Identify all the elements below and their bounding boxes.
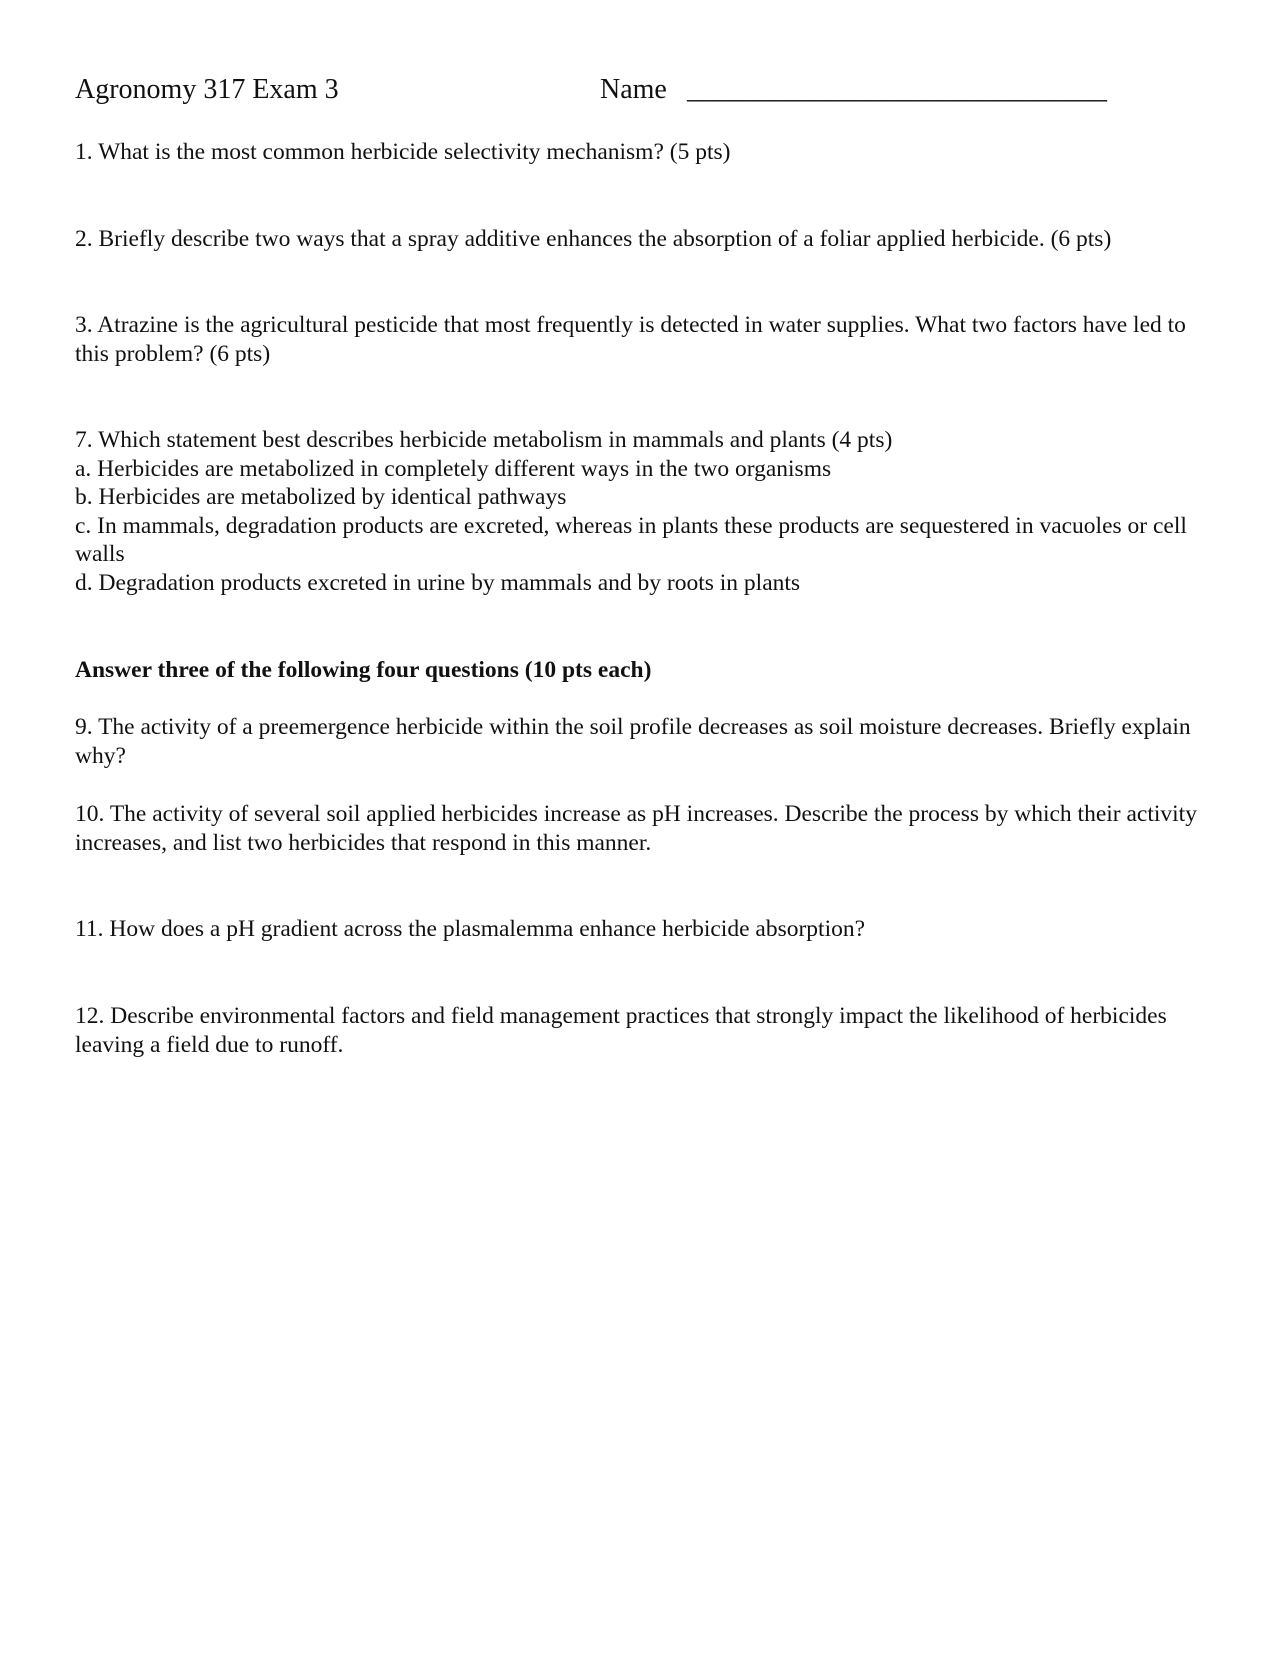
- question-text: 7. Which statement best describes herbicide metabolism in mammals and plants (4 pts): [75, 427, 893, 453]
- question-text: 12. Describe environmental factors and field management practices that strongly impact the likelihood of herbicides leaving a field due to runoff.: [75, 1003, 1167, 1058]
- question-1: [75, 138, 1205, 167]
- question-text: 11. How does a pH gradient across the plasmalemma enhance herbicide absorption?: [75, 916, 866, 942]
- option-b: b. Herbicides are metabolized by identical pathways: [75, 484, 567, 510]
- exam-title: Agronomy 317 Exam 3: [75, 74, 339, 105]
- name-label: Name: [600, 74, 667, 105]
- question-10: [75, 800, 1205, 857]
- option-a: a. Herbicides are metabolized in completely different ways in the two organisms: [75, 455, 832, 482]
- question-11: [75, 915, 1205, 944]
- question-text: 9. The activity of a preemergence herbicide within the soil profile decreases as soil moisture decreases. Briefly explain why?: [75, 714, 1191, 769]
- question-7: [75, 426, 1205, 597]
- question-text: 10. The activity of several soil applied herbicides increase as pH increases. Describe the process by which their activity increases, and list two herbicides that respond in this manner.: [75, 801, 1197, 856]
- question-3: [75, 311, 1205, 368]
- name-blank-line: ______________________________: [687, 74, 1107, 105]
- option-c: c. In mammals, degradation products are excreted, whereas in plants these products are sequestered in vacuoles or cell walls: [75, 512, 1187, 567]
- question-text: 3. Atrazine is the agricultural pesticide that most frequently is detected in water supplies. What two factors have led to this problem? (6 pts): [75, 312, 1186, 367]
- question-2: [75, 225, 1205, 254]
- exam-header: [75, 74, 1220, 114]
- option-d: d. Degradation products excreted in urine by mammals and by roots in plants: [75, 569, 801, 596]
- question-text: 2. Briefly describe two ways that a spray additive enhances the absorption of a foliar applied herbicide. (6 pts): [75, 226, 1112, 252]
- section-heading: Answer three of the following four questions (10 pts each): [75, 657, 652, 683]
- question-9: [75, 713, 1205, 770]
- question-text: 1. What is the most common herbicide selectivity mechanism? (5 pts): [75, 139, 731, 165]
- question-12: [75, 1002, 1205, 1059]
